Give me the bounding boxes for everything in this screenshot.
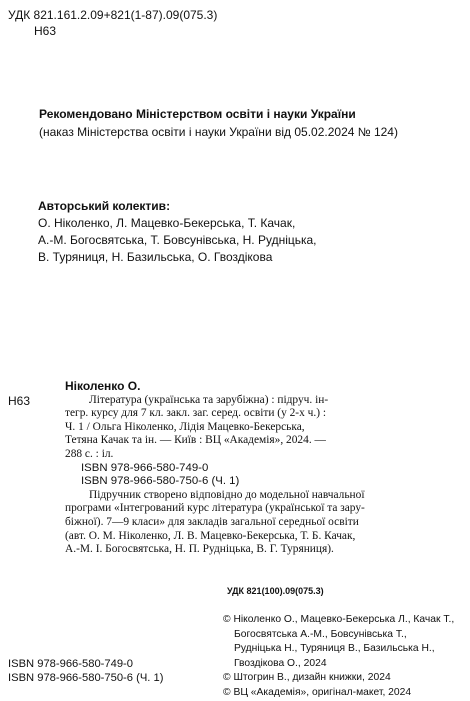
catalog-description-line: програми «Інтегрований курс література (української та зару- [65, 502, 365, 515]
copyright-line: © ВЦ «Академія», оригінал-макет, 2024 [223, 686, 412, 698]
footer-isbn-block [8, 657, 163, 685]
catalog-udk: УДК 821(100).09(075.3) [227, 586, 324, 596]
copyright-line: © Ніколенко О., Мацевко-Бекерська Л., Качак Т., [223, 614, 455, 625]
footer-isbn: ISBN 978-966-580-749-0 [8, 658, 134, 670]
catalog-code: Н63 [8, 394, 31, 408]
catalog-isbn: ISBN 978-966-580-749-0 [81, 461, 209, 474]
catalog-description-line: А.-М. І. Богосвятська, Н. П. Рудніцька, В. Г. Туряниця). [65, 543, 334, 556]
catalog-entry [65, 380, 367, 557]
footer-isbn: ISBN 978-966-580-750-6 (Ч. 1) [8, 672, 164, 684]
catalog-isbn: ISBN 978-966-580-750-6 (Ч. 1) [81, 475, 240, 488]
author-sign-code: Н63 [34, 24, 57, 38]
authors-heading: Авторський колектив: [38, 199, 171, 213]
catalog-entry-line: Література (українська та зарубіжна) : підруч. ін- [89, 393, 329, 406]
copyright-block [223, 613, 454, 701]
copyright-line: Рудніцька Н., Туряниця В., Базильська Н., [234, 643, 435, 655]
udk-classification: УДК 821.161.2.09+821(1-87).09(075.3) [8, 8, 218, 22]
catalog-author: Ніколенко О. [65, 379, 141, 393]
catalog-entry-line: Ч. 1 / Ольга Ніколенко, Лідія Мацевко-Бекерська, [65, 420, 305, 433]
ministry-recommendation [39, 105, 398, 141]
recommendation-order: (наказ Міністерства освіти і науки України від 05.02.2024 № 124) [39, 125, 398, 139]
catalog-description-line: Підручник створено відповідно до модельної навчальної [89, 488, 365, 501]
authors-line: О. Ніколенко, Л. Мацевко-Бекерська, Т. Качак, [38, 216, 296, 230]
catalog-entry-line: тегр. курсу для 7 кл. закл. заг. серед. освіти (у 2-х ч.) : [65, 407, 327, 420]
copyright-line: Гвоздікова О., 2024 [234, 657, 327, 669]
catalog-entry-line: Тетяна Качак та ін. — Київ : ВЦ «Академія», 2024. — [65, 434, 326, 447]
authors-block [38, 198, 317, 266]
copyright-line: Богосвятська А.-М., Бовсунівська Т., [234, 628, 407, 640]
catalog-entry-line: 288 с. : іл. [65, 447, 114, 460]
catalog-description-line: (авт. О. М. Ніколенко, Л. В. Мацевко-Бекерська, Т. Б. Качак, [65, 529, 356, 542]
catalog-description-line: біжної). 7—9 класи» для закладів загальної середньої освіти [65, 515, 359, 528]
authors-line: В. Туряниця, Н. Базильська, О. Гвоздікова [38, 250, 273, 264]
recommendation-title: Рекомендовано Міністерством освіти і науки України [39, 107, 356, 121]
copyright-line: © Штогрин В., дизайн книжки, 2024 [223, 672, 391, 684]
authors-line: А.-М. Богосвятська, Т. Бовсунівська, Н. Рудніцька, [38, 233, 317, 247]
